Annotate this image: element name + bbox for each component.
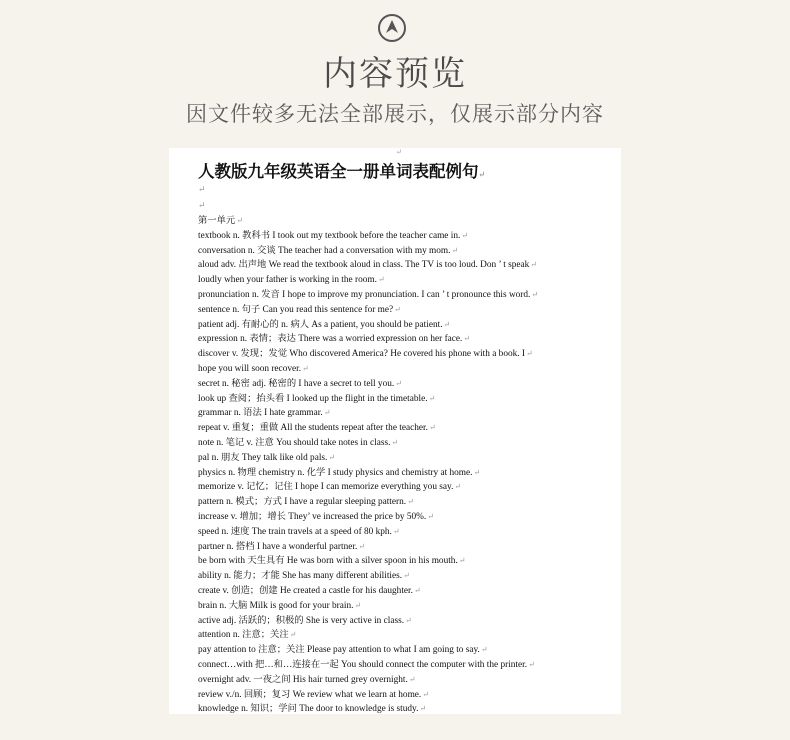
paragraph-mark: ↵ xyxy=(473,467,481,477)
paragraph-mark: ↵ xyxy=(358,541,365,551)
paragraph-mark: ↵ xyxy=(427,511,434,521)
vocabulary-line xyxy=(198,495,618,510)
vocabulary-line-text: create v. 创造；创建 He created a castle for his daughter. xyxy=(198,585,413,596)
paragraph-mark: ↵ xyxy=(531,289,539,299)
vocabulary-line xyxy=(198,554,618,569)
vocabulary-line-text: textbook n. 教科书 I took out my textbook before the teacher came in. xyxy=(198,230,461,241)
vocabulary-line xyxy=(198,214,618,229)
vocabulary-line-text: review v./n. 回顾；复习 We review what we learn at home. xyxy=(198,689,422,700)
vocabulary-line xyxy=(198,466,618,481)
preview-subtitle: 因文件较多无法全部展示，仅展示部分内容 xyxy=(186,102,604,126)
vocabulary-line-text: sentence n. 句子 Can you read this sentence for me? xyxy=(198,304,394,315)
vocabulary-line xyxy=(198,569,618,584)
vocabulary-line xyxy=(198,451,618,466)
paragraph-mark: ↵ xyxy=(236,216,243,225)
vocabulary-line xyxy=(198,628,618,643)
paragraph-mark: ↵ xyxy=(480,645,488,655)
vocabulary-line xyxy=(198,584,618,599)
vocabulary-line xyxy=(198,392,618,407)
vocabulary-line xyxy=(198,258,618,273)
vocabulary-line xyxy=(198,688,618,703)
vocabulary-line xyxy=(198,643,618,658)
paragraph-mark: ↵ xyxy=(354,600,362,610)
paragraph-mark: ↵ xyxy=(463,334,471,344)
vocabulary-line-text: loudly when your father is working in the room. xyxy=(198,275,377,286)
vocabulary-line xyxy=(198,318,618,333)
paragraph-mark: ↵ xyxy=(530,260,537,270)
vocabulary-line-text: ability n. 能力；才能 She has many different abilities. xyxy=(198,571,403,582)
paragraph-mark: ↵ xyxy=(526,349,533,359)
paragraph-mark: ↵ xyxy=(391,437,399,447)
paragraph-mark: ↵ xyxy=(443,319,451,329)
paragraph-mark: ↵ xyxy=(454,482,462,492)
paragraph-mark: ↵ xyxy=(422,689,429,699)
paragraph-mark: ↵ xyxy=(461,230,469,240)
vocabulary-line xyxy=(198,599,618,614)
vocabulary-line-text: secret n. 秘密 adj. 秘密的 I have a secret to tell you. xyxy=(198,378,395,389)
document-page xyxy=(169,148,621,714)
paragraph-mark: ↵ xyxy=(289,630,297,640)
vocabulary-line-text: discover v. 发现；发觉 Who discovered America? He covered his phone with a book. I xyxy=(198,349,526,360)
preview-title: 内容预览 xyxy=(323,54,467,94)
vocabulary-line-text: memorize v. 记忆；记住 I hope I can memorize everything you say. xyxy=(198,482,454,493)
paragraph-mark: ↵ xyxy=(394,304,401,314)
vocabulary-line xyxy=(198,480,618,495)
vocabulary-line-text: grammar n. 语法 I hate grammar. xyxy=(198,408,323,419)
blank-paragraph: ↵ xyxy=(198,200,206,210)
vocabulary-line xyxy=(198,673,618,688)
word-list xyxy=(198,214,618,714)
vocabulary-line xyxy=(198,362,618,377)
paragraph-mark: ↵ xyxy=(413,585,421,595)
paragraph-mark: ↵ xyxy=(478,169,486,179)
paragraph-mark: ↵ xyxy=(328,452,336,462)
paragraph-mark: ↵ xyxy=(395,378,402,388)
vocabulary-line-text: connect…with 把…和…连接在一起 You should connect the computer with the printer. xyxy=(198,659,528,670)
vocabulary-line xyxy=(198,525,618,540)
vocabulary-line xyxy=(198,332,618,347)
vocabulary-line xyxy=(198,244,618,259)
vocabulary-line xyxy=(198,702,618,714)
vocabulary-line-text: pay attention to 注意；关注 Please pay attention to what I am going to say. xyxy=(198,645,480,656)
vocabulary-line-text: pronunciation n. 发音 I hope to improve my pronunciation. I can ’ t pronounce this word. xyxy=(198,289,531,300)
document-title xyxy=(198,158,485,182)
vocabulary-line-text: brain n. 大脑 Milk is good for your brain. xyxy=(198,600,354,611)
vocabulary-line-text: partner n. 搭档 I have a wonderful partner. xyxy=(198,541,358,552)
paragraph-mark: ↵ xyxy=(428,423,436,433)
vocabulary-line xyxy=(198,377,618,392)
vocabulary-line xyxy=(198,273,618,288)
vocabulary-line-text: overnight adv. 一夜之间 His hair turned grey overnight. xyxy=(198,674,408,685)
preview-header xyxy=(0,0,790,140)
vocabulary-line-text: 第一单元 xyxy=(198,216,236,226)
vocabulary-line-text: look up 查阅；抬头看 I looked up the flight in the timetable. xyxy=(198,393,428,404)
vocabulary-line xyxy=(198,540,618,555)
vocabulary-line xyxy=(198,303,618,318)
vocabulary-line-text: pattern n. 模式；方式 I have a regular sleeping pattern. xyxy=(198,497,407,508)
paragraph-mark: ↵ xyxy=(419,704,427,714)
up-arrow-circle-icon xyxy=(378,14,406,42)
vocabulary-line xyxy=(198,288,618,303)
vocabulary-line-text: repeat v. 重复；重做 All the students repeat after the teacher. xyxy=(198,423,428,434)
vocabulary-line xyxy=(198,421,618,436)
vocabulary-line-text: hope you will soon recover. xyxy=(198,363,302,374)
vocabulary-line-text: note n. 笔记 v. 注意 You should take notes in class. xyxy=(198,437,391,448)
vocabulary-line-text: be born with 天生具有 He was born with a silver spoon in his mouth. xyxy=(198,556,458,567)
vocabulary-line xyxy=(198,347,618,362)
vocabulary-line-text: knowledge n. 知识；学问 The door to knowledge is study. xyxy=(198,704,419,714)
vocabulary-line-text: patient adj. 有耐心的 n. 病人 As a patient, you should be patient. xyxy=(198,319,443,330)
vocabulary-line xyxy=(198,658,618,673)
paragraph-mark: ↵ xyxy=(323,408,331,418)
vocabulary-line-text: physics n. 物理 chemistry n. 化学 I study physics and chemistry at home. xyxy=(198,467,473,478)
paragraph-mark: ↵ xyxy=(528,659,535,669)
blank-paragraph: ↵ xyxy=(198,184,206,194)
vocabulary-line-text: speed n. 速度 The train travels at a speed of 80 kph. xyxy=(198,526,392,537)
vocabulary-line-text: conversation n. 交谈 The teacher had a conversation with my mom. xyxy=(198,245,451,256)
paragraph-mark: ↵ xyxy=(396,148,402,156)
paragraph-mark: ↵ xyxy=(407,497,414,507)
document-title-text: 人教版九年级英语全一册单词表配例句 xyxy=(198,162,479,181)
paragraph-mark: ↵ xyxy=(392,526,400,536)
paragraph-mark: ↵ xyxy=(403,571,410,581)
paragraph-mark: ↵ xyxy=(458,556,466,566)
paragraph-mark: ↵ xyxy=(428,393,436,403)
paragraph-mark: ↵ xyxy=(408,674,416,684)
paragraph-mark: ↵ xyxy=(377,275,385,285)
paragraph-mark: ↵ xyxy=(405,615,412,625)
vocabulary-line-text: pal n. 朋友 They talk like old pals. xyxy=(198,452,328,463)
vocabulary-line xyxy=(198,614,618,629)
vocabulary-line xyxy=(198,229,618,244)
paragraph-mark: ↵ xyxy=(302,363,309,373)
vocabulary-line-text: increase v. 增加；增长 They’ ve increased the price by 50%. xyxy=(198,511,427,522)
vocabulary-line xyxy=(198,510,618,525)
vocabulary-line xyxy=(198,436,618,451)
vocabulary-line-text: active adj. 活跃的；积极的 She is very active in class. xyxy=(198,615,405,626)
vocabulary-line-text: attention n. 注意；关注 xyxy=(198,630,289,641)
paragraph-mark: ↵ xyxy=(451,245,459,255)
vocabulary-line-text: expression n. 表情；表达 There was a worried expression on her face. xyxy=(198,334,463,345)
vocabulary-line xyxy=(198,406,618,421)
vocabulary-line-text: aloud adv. 出声地 We read the textbook aloud in class. The TV is too loud. Don ’ t speak xyxy=(198,260,530,271)
